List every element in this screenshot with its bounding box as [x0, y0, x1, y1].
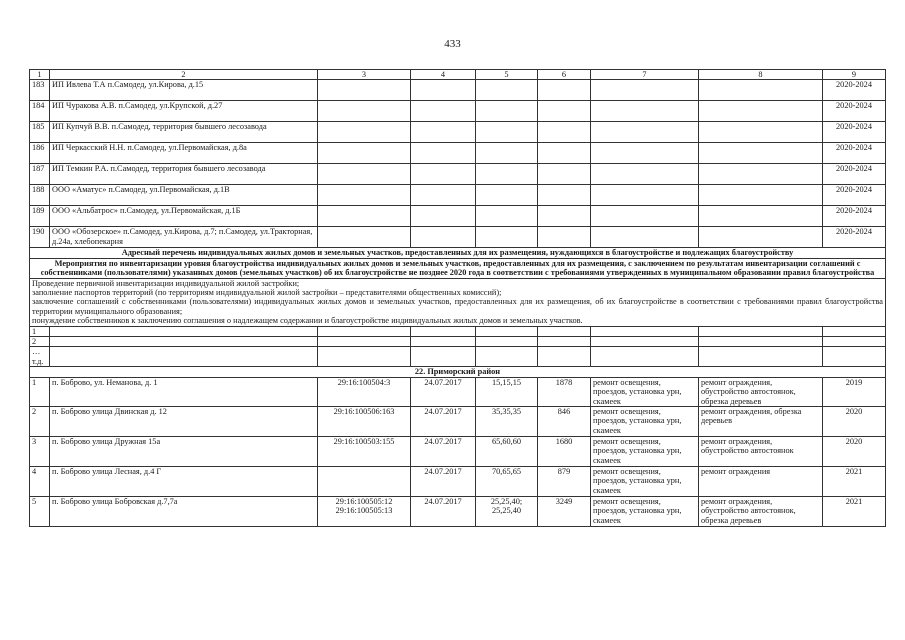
placeholder-row [30, 337, 886, 347]
area-cell: 25,25,40; 25,25,40 [476, 496, 538, 526]
table-row [30, 406, 886, 436]
measures-heading: Мероприятия по инвентаризации уровня благоустройства индивидуальных жилых домов и земельных участков, предоставленных для их размещения, с заключением по результатам инвентаризации соглашений с собственниками (пользователями) указанных домов (земельных участков) об их благоустройстве не позднее 2020 года в соответствии с требованиями утвержденных в муниципальном образовании правил благоустройства [30, 258, 886, 278]
period-cell: 2020-2024 [823, 164, 886, 185]
empty-cell [318, 143, 411, 164]
column-number: 3 [318, 70, 411, 80]
table-row [30, 436, 886, 466]
empty-cell [411, 337, 476, 347]
period-cell: 2020-2024 [823, 80, 886, 101]
column-number-row [30, 70, 886, 80]
empty-cell [318, 80, 411, 101]
table-row [30, 143, 886, 164]
empty-cell [823, 326, 886, 336]
measures-text [30, 278, 886, 326]
period-cell: 2020-2024 [823, 227, 886, 248]
row-number: 185 [30, 122, 50, 143]
square-cell: 3249 [538, 496, 591, 526]
row-number: 183 [30, 80, 50, 101]
year-cell: 2021 [823, 466, 886, 496]
works-cell: ремонт освещения, проездов, установка урн, скамеек [591, 466, 699, 496]
empty-cell [411, 206, 476, 227]
measure-item: понуждение собственников к заключению соглашения о надлежащем содержании и благоустройстве индивидуальных жилых домов и земельных участков. [32, 316, 583, 326]
column-number: 2 [50, 70, 318, 80]
date-cell: 24.07.2017 [411, 466, 476, 496]
entity-name: ИП Чуракова А.В. п.Самодед, ул.Крупской, д.27 [50, 101, 318, 122]
date-cell: 24.07.2017 [411, 436, 476, 466]
empty-cell [699, 227, 823, 248]
year-cell: 2020 [823, 436, 886, 466]
square-cell: 1878 [538, 377, 591, 406]
empty-cell [538, 164, 591, 185]
empty-cell [538, 185, 591, 206]
section-heading-row [30, 248, 886, 258]
works-cell: ремонт освещения, проездов, установка урн, скамеек [591, 377, 699, 406]
cadastral-cell: 29:16:100505:12 29:16:100505:13 [318, 496, 411, 526]
row-number: 187 [30, 164, 50, 185]
entity-name: ИП Черкасский Н.Н. п.Самодед, ул.Первомайская, д.8а [50, 143, 318, 164]
date-cell: 24.07.2017 [411, 377, 476, 406]
measure-item: заключение соглашений с собственниками (пользователями) индивидуальных жилых домов и земельных участков, предоставленных для их размещения, об их благоустройстве в соответствии с требованиями правил благоустройства территории муниципального образования; [32, 297, 883, 316]
empty-cell [476, 206, 538, 227]
empty-cell [699, 326, 823, 336]
entity-name: ООО «Альбатрос» п.Самодед, ул.Первомайская, д.1Б [50, 206, 318, 227]
entity-name: ИП Ивлева Т.А п.Самодед, ул.Кирова, д.15 [50, 80, 318, 101]
period-cell: 2020-2024 [823, 206, 886, 227]
empty-cell [538, 80, 591, 101]
empty-cell [411, 227, 476, 248]
row-number: 1 [30, 377, 50, 406]
area-cell: 65,60,60 [476, 436, 538, 466]
empty-cell [591, 185, 699, 206]
column-number: 4 [411, 70, 476, 80]
empty-cell [50, 337, 318, 347]
column-number: 6 [538, 70, 591, 80]
measures-row [30, 278, 886, 326]
empty-cell [476, 101, 538, 122]
row-number: …т.д. [30, 347, 50, 367]
empty-cell [50, 347, 318, 367]
empty-cell [476, 164, 538, 185]
empty-cell [699, 337, 823, 347]
placeholder-row [30, 347, 886, 367]
column-number: 8 [699, 70, 823, 80]
row-number: 190 [30, 227, 50, 248]
empty-cell [476, 347, 538, 367]
address-cell: п. Боброво улица Лесная, д.4 Г [50, 466, 318, 496]
table-row [30, 122, 886, 143]
empty-cell [476, 185, 538, 206]
empty-cell [50, 326, 318, 336]
square-cell: 879 [538, 466, 591, 496]
row-number: 2 [30, 406, 50, 436]
empty-cell [591, 143, 699, 164]
year-cell: 2020 [823, 406, 886, 436]
column-number: 9 [823, 70, 886, 80]
row-number: 186 [30, 143, 50, 164]
empty-cell [699, 143, 823, 164]
table-row [30, 164, 886, 185]
area-cell: 35,35,35 [476, 406, 538, 436]
entity-name: ИП Темкин Р.А. п.Самодед, территория бывшего лесозавода [50, 164, 318, 185]
empty-cell [699, 185, 823, 206]
row-number: 4 [30, 466, 50, 496]
date-cell: 24.07.2017 [411, 496, 476, 526]
measure-item: Проведение первичной инвентаризации индивидуальной жилой застройки; [32, 278, 300, 288]
empty-cell [538, 206, 591, 227]
address-cell: п. Боброво улица Двинская д. 12 [50, 406, 318, 436]
page-number: 433 [444, 38, 461, 50]
empty-cell [538, 122, 591, 143]
area-cell: 70,65,65 [476, 466, 538, 496]
empty-cell [318, 206, 411, 227]
year-cell: 2021 [823, 496, 886, 526]
empty-cell [318, 122, 411, 143]
empty-cell [476, 80, 538, 101]
empty-cell [476, 143, 538, 164]
row-number: 188 [30, 185, 50, 206]
entity-name: ООО «Обозерское» п.Самодед, ул.Кирова, д.7; п.Самодед, ул.Тракторная, д.24а, хлебопекарня [50, 227, 318, 248]
empty-cell [823, 337, 886, 347]
cadastral-cell: 29:16:100504:3 [318, 377, 411, 406]
works-cell: ремонт освещения, проездов, установка урн, скамеек [591, 406, 699, 436]
empty-cell [591, 347, 699, 367]
works-cell: ремонт ограждения, обустройство автостоянок, обрезка деревьев [699, 496, 823, 526]
empty-cell [538, 326, 591, 336]
placeholder-row [30, 326, 886, 336]
entity-name: ООО «Аматус» п.Самодед, ул.Первомайская, д.1В [50, 185, 318, 206]
entity-name: ИП Купчуй В.В. п.Самодед, территория бывшего лесозавода [50, 122, 318, 143]
row-number: 189 [30, 206, 50, 227]
empty-cell [538, 347, 591, 367]
row-number: 2 [30, 337, 50, 347]
empty-cell [699, 101, 823, 122]
address-cell: п. Боброво, ул. Неманова, д. 1 [50, 377, 318, 406]
empty-cell [411, 80, 476, 101]
empty-cell [476, 122, 538, 143]
period-cell: 2020-2024 [823, 101, 886, 122]
cadastral-cell: 29:16:100503:155 [318, 436, 411, 466]
area-cell: 15,15,15 [476, 377, 538, 406]
empty-cell [699, 122, 823, 143]
improvement-table [29, 69, 886, 527]
empty-cell [591, 227, 699, 248]
square-cell: 846 [538, 406, 591, 436]
works-cell: ремонт ограждения, обустройство автостоянок, обрезка деревьев [699, 377, 823, 406]
empty-cell [318, 326, 411, 336]
empty-cell [318, 337, 411, 347]
empty-cell [538, 101, 591, 122]
column-number: 5 [476, 70, 538, 80]
table-row [30, 377, 886, 406]
district-heading: 22. Приморский район [30, 367, 886, 377]
row-number: 3 [30, 436, 50, 466]
works-cell: ремонт ограждения [699, 466, 823, 496]
empty-cell [476, 337, 538, 347]
empty-cell [699, 80, 823, 101]
row-number: 5 [30, 496, 50, 526]
table-row [30, 185, 886, 206]
empty-cell [476, 326, 538, 336]
empty-cell [591, 101, 699, 122]
section-heading-row [30, 258, 886, 278]
empty-cell [538, 337, 591, 347]
empty-cell [411, 143, 476, 164]
empty-cell [318, 185, 411, 206]
table-row [30, 466, 886, 496]
table-row [30, 227, 886, 248]
empty-cell [411, 101, 476, 122]
square-cell: 1680 [538, 436, 591, 466]
empty-cell [476, 227, 538, 248]
date-cell: 24.07.2017 [411, 406, 476, 436]
empty-cell [591, 326, 699, 336]
column-number: 7 [591, 70, 699, 80]
empty-cell [411, 164, 476, 185]
empty-cell [538, 227, 591, 248]
empty-cell [411, 326, 476, 336]
works-cell: ремонт освещения, проездов, установка урн, скамеек [591, 436, 699, 466]
empty-cell [318, 101, 411, 122]
cadastral-cell: 29:16:100506:163 [318, 406, 411, 436]
empty-cell [318, 164, 411, 185]
works-cell: ремонт освещения, проездов, установка урн, скамеек [591, 496, 699, 526]
works-cell: ремонт ограждения, обустройство автостоянок [699, 436, 823, 466]
empty-cell [411, 185, 476, 206]
empty-cell [318, 347, 411, 367]
cadastral-cell [318, 466, 411, 496]
column-number: 1 [30, 70, 50, 80]
district-row [30, 367, 886, 377]
empty-cell [591, 206, 699, 227]
empty-cell [538, 143, 591, 164]
row-number: 1 [30, 326, 50, 336]
table-row [30, 496, 886, 526]
empty-cell [591, 337, 699, 347]
empty-cell [411, 122, 476, 143]
empty-cell [823, 347, 886, 367]
table-row [30, 80, 886, 101]
measure-item: заполнение паспортов территорий (по территориям индивидуальной жилой застройки – представителями общественных комиссий); [32, 288, 502, 298]
address-cell: п. Боброво улица Дружная 15а [50, 436, 318, 466]
period-cell: 2020-2024 [823, 143, 886, 164]
period-cell: 2020-2024 [823, 122, 886, 143]
empty-cell [591, 164, 699, 185]
empty-cell [699, 206, 823, 227]
list-heading: Адресный перечень индивидуальных жилых домов и земельных участков, предоставленных для их размещения, нуждающихся в благоустройстве и подлежащих благоустройству [30, 248, 886, 258]
empty-cell [318, 227, 411, 248]
empty-cell [699, 347, 823, 367]
table-row [30, 101, 886, 122]
empty-cell [591, 80, 699, 101]
row-number: 184 [30, 101, 50, 122]
works-cell: ремонт ограждения, обрезка деревьев [699, 406, 823, 436]
period-cell: 2020-2024 [823, 185, 886, 206]
address-cell: п. Боброво улица Бобровская д.7,7а [50, 496, 318, 526]
year-cell: 2019 [823, 377, 886, 406]
table-row [30, 206, 886, 227]
empty-cell [411, 347, 476, 367]
empty-cell [699, 164, 823, 185]
empty-cell [591, 122, 699, 143]
